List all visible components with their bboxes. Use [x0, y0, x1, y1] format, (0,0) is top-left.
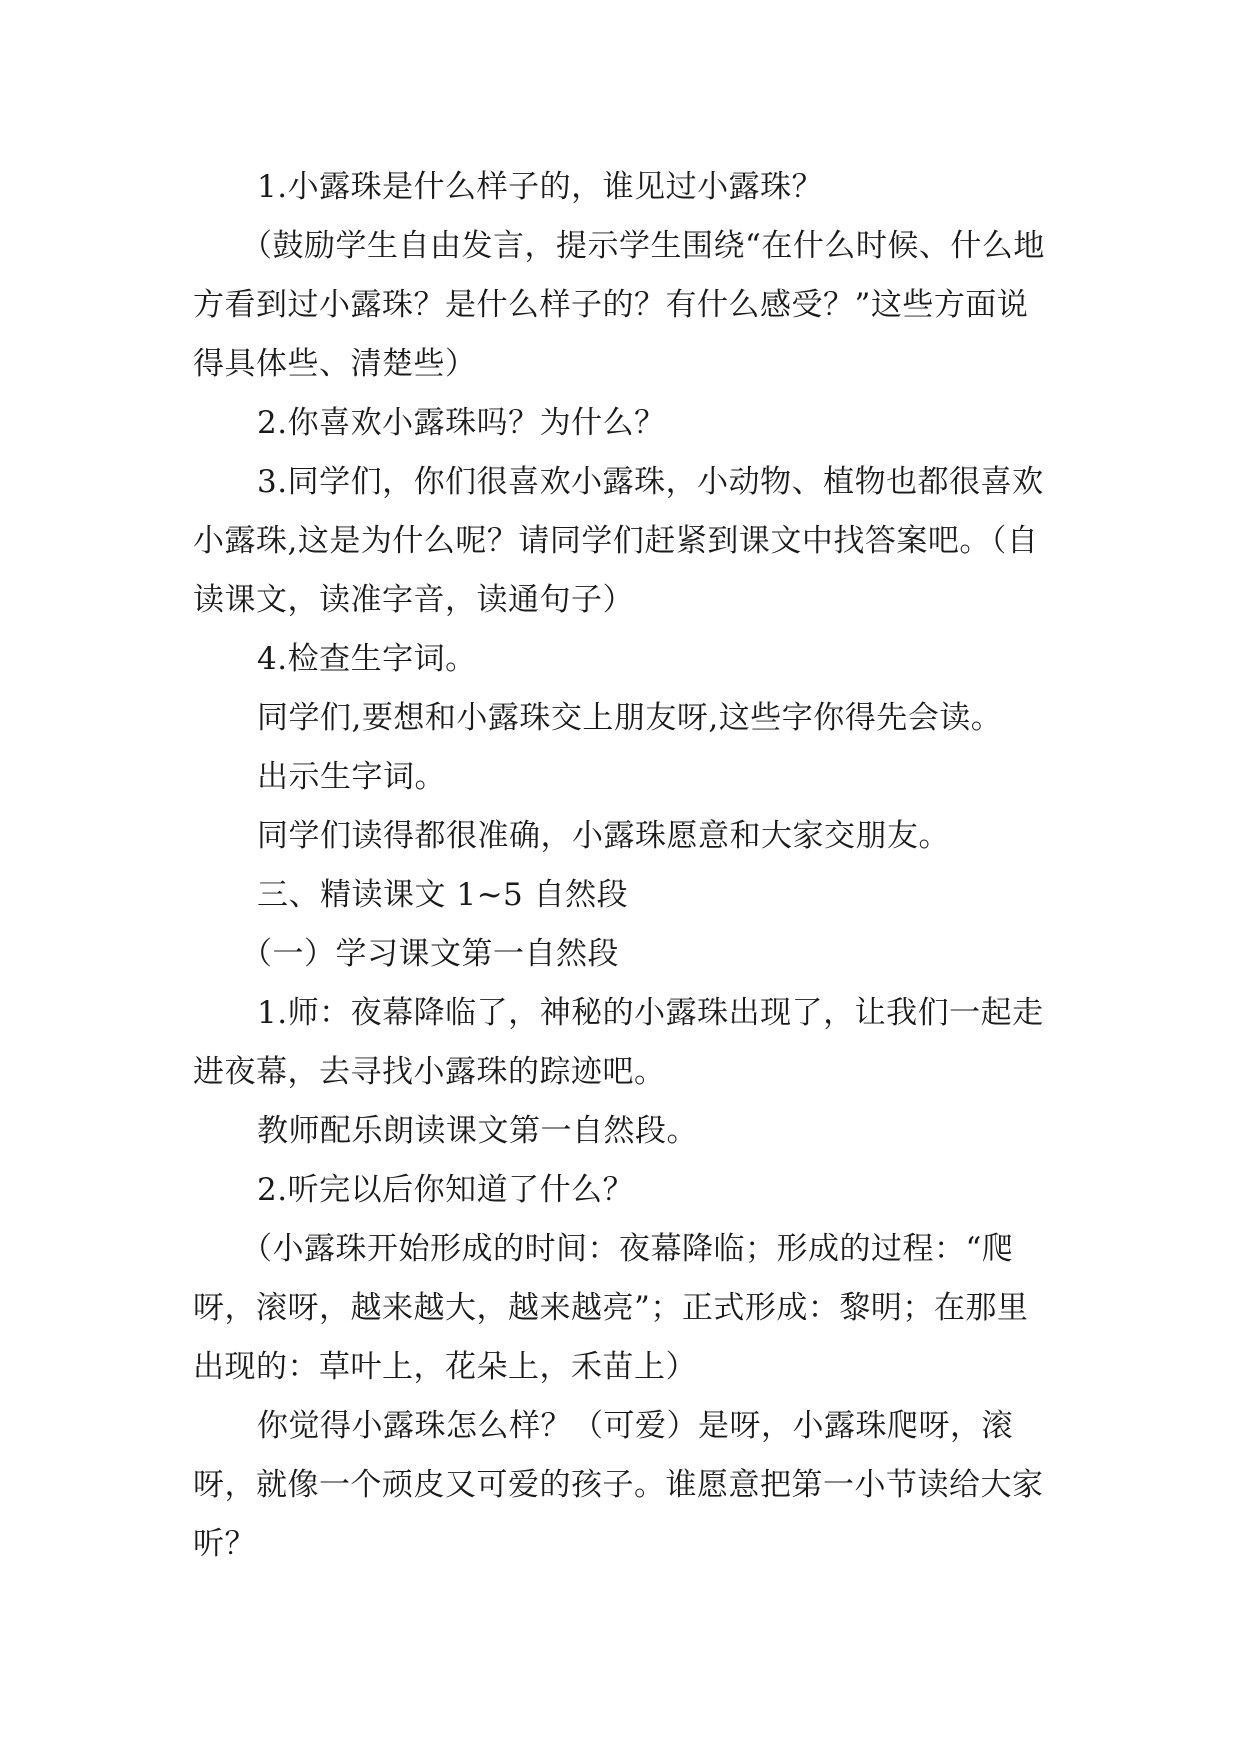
question-4-line-b: 出示生字词。: [257, 759, 446, 795]
document-body: [193, 158, 1053, 1574]
question-1-note: （鼓励学生自由发言，提示学生围绕“在什么时候、什么地方看到过小露珠？是什么样子的？有什么感受？”这些方面说得具体些、清楚些）: [193, 228, 1045, 382]
question-1: 1.小露珠是什么样子的，谁见过小露珠？: [257, 169, 824, 205]
step-2: 2.听完以后你知道了什么？: [257, 1172, 635, 1208]
step-2-line-a: 你觉得小露珠怎么样？（可爱）是呀，小露珠爬呀，滚呀，就像一个顽皮又可爱的孩子。谁愿意把第一小节读给大家听？: [193, 1408, 1044, 1562]
section-heading-3: 三、精读课文 1~5 自然段: [257, 877, 629, 913]
subsection-heading-1: （一）学习课文第一自然段: [241, 936, 619, 972]
step-1: 1.师：夜幕降临了，神秘的小露珠出现了，让我们一起走进夜幕，去寻找小露珠的踪迹吧。: [193, 995, 1044, 1090]
question-4-line-a: 同学们,要想和小露珠交上朋友呀,这些字你得先会读。: [257, 700, 1003, 736]
question-3: 3.同学们，你们很喜欢小露珠，小动物、植物也都很喜欢小露珠,这是为什么呢？请同学们赶紧到课文中找答案吧。（自读课文，读准字音，读通句子）: [193, 464, 1044, 618]
question-2: 2.你喜欢小露珠吗？为什么？: [257, 405, 666, 441]
step-1-line-a: 教师配乐朗读课文第一自然段。: [257, 1113, 698, 1149]
question-4-line-c: 同学们读得都很准确，小露珠愿意和大家交朋友。: [257, 818, 950, 854]
step-2-note: （小露珠开始形成的时间：夜幕降临；形成的过程：“爬呀，滚呀，越来越大，越来越亮”；正式形成：黎明；在那里出现的：草叶上，花朵上，禾苗上）: [193, 1231, 1029, 1385]
question-4: 4.检查生字词。: [257, 641, 477, 677]
